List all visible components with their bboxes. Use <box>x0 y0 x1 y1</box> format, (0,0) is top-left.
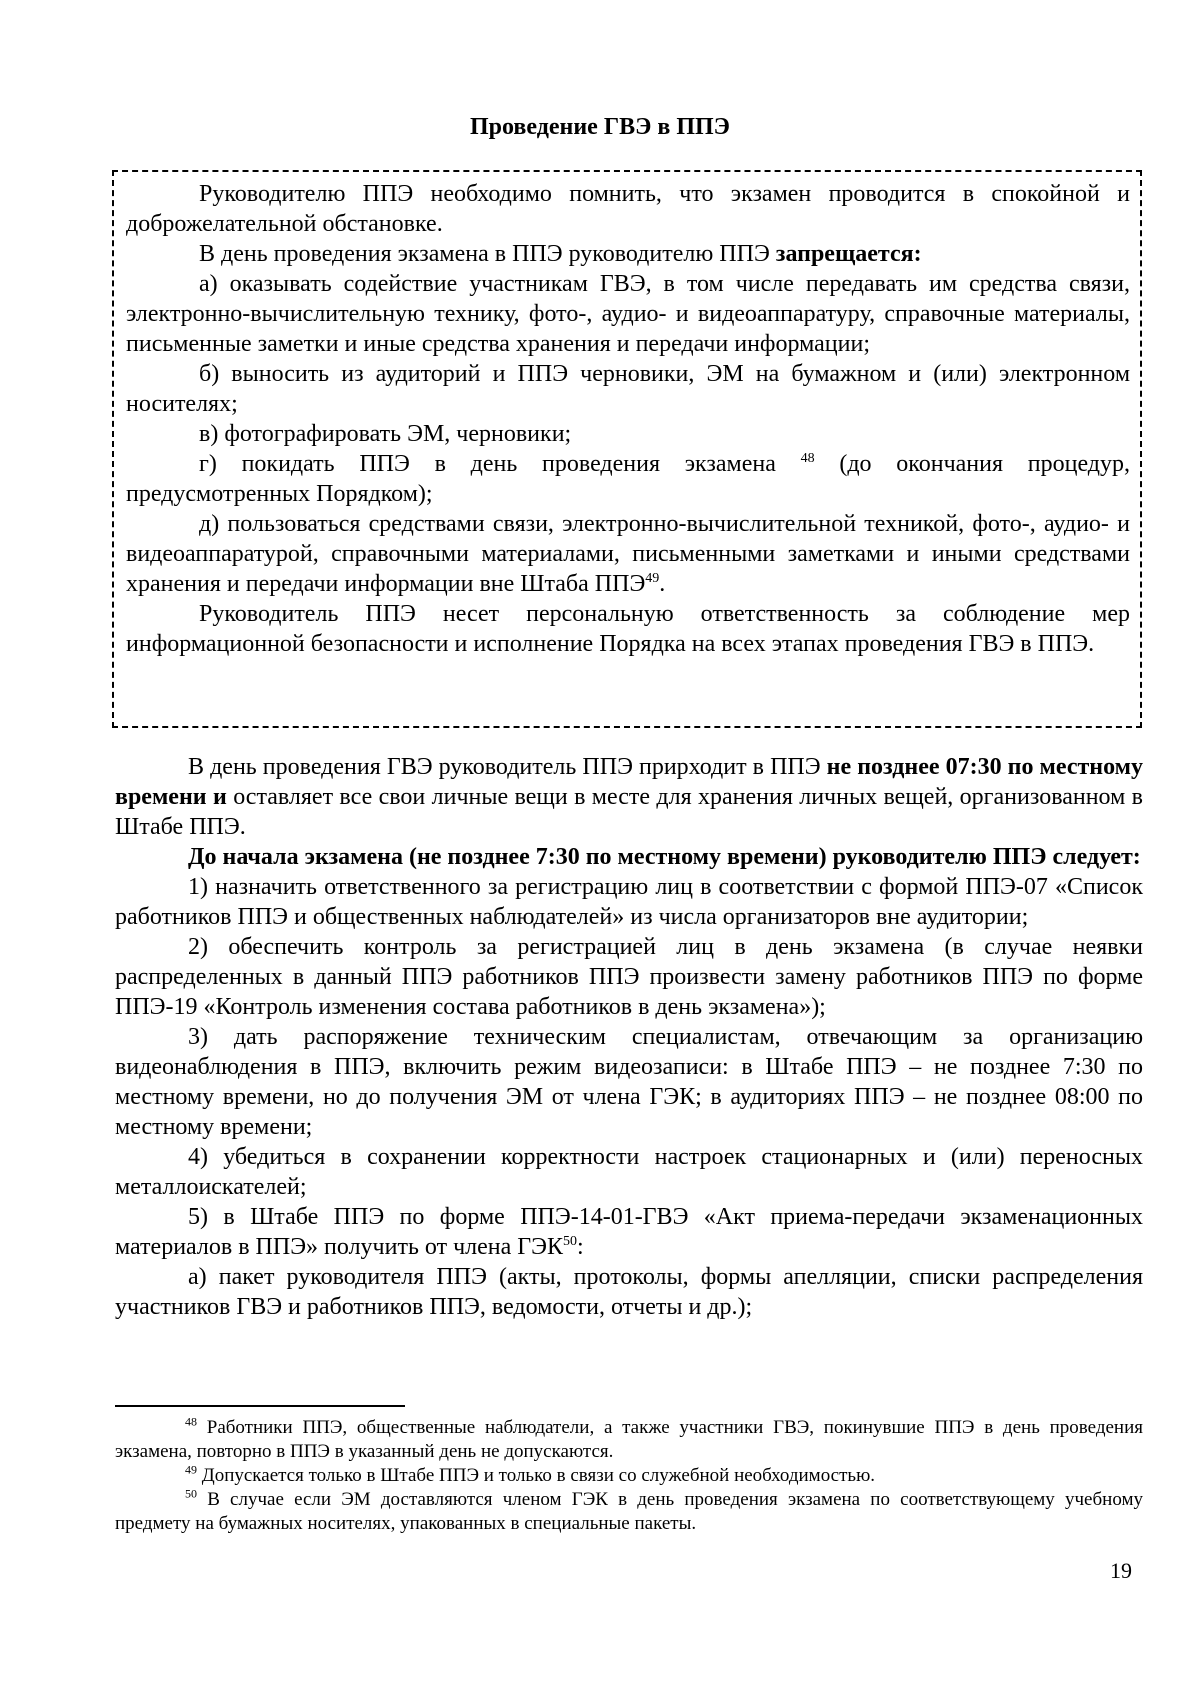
footnote-ref-48: 48 <box>800 451 815 466</box>
box-item-v: в) фотографировать ЭМ, черновики; <box>199 421 572 447</box>
box-prohibited-lead: В день проведения экзамена в ППЭ руководителю ППЭ <box>199 241 776 267</box>
list-item-5a: а) пакет руководителя ППЭ (акты, протоколы, формы апелляции, списки распределения участников ГВЭ и работников ППЭ, ведомости, отчеты и др.); <box>115 1264 1143 1320</box>
section-title: Проведение ГВЭ в ППЭ <box>470 114 730 140</box>
list-item-3: 3) дать распоряжение техническим специалистам, отвечающим за организацию видеонаблюдения в ППЭ, включить режим видеозаписи: в Штабе ППЭ – не позднее 7:30 по местному времени, но до получения ЭМ от члена ГЭК; в аудиториях ППЭ – не позднее 08:00 по местному времени; <box>115 1024 1143 1140</box>
box-item-d-text: д) пользоваться средствами связи, электронно-вычислительной техникой, фото-, аудио- и видеоаппаратурой, справочными материалами, письменными заметками и иными средствами хранения и передачи информации вне Штаба ППЭ <box>126 511 1130 597</box>
arrival-lead: В день проведения ГВЭ руководитель ППЭ прирходит в ППЭ <box>188 754 827 780</box>
box-item-g-tail: (до окончания процедур, предусмотренных Порядком); <box>126 451 1130 507</box>
box-item-b: б) выносить из аудиторий и ППЭ черновики, ЭМ на бумажном и (или) электронном носителях; <box>126 361 1130 417</box>
arrival-time-bold: не позднее 07:30 по местному времени и <box>115 754 1143 810</box>
footnote-ref-49: 49 <box>645 571 660 586</box>
main-text <box>115 752 1143 1322</box>
paragraph-before-exam <box>115 842 1143 872</box>
footnote-number: 49 <box>185 1462 197 1477</box>
footnote-48 <box>115 1416 1143 1464</box>
arrival-tail: оставляет все свои личные вещи в месте для хранения личных вещей, организованном в Штабе ППЭ. <box>115 784 1143 840</box>
footnote-49 <box>115 1464 1143 1488</box>
footnotes <box>115 1416 1143 1536</box>
box-item-d-tail: . <box>659 571 666 597</box>
list-item-5-text: 5) в Штабе ППЭ по форме ППЭ-14-01-ГВЭ «Акт приема-передачи экзаменационных материалов в ППЭ» получить от члена ГЭК <box>115 1204 1143 1260</box>
footnote-number: 50 <box>185 1486 197 1501</box>
footnote-separator <box>115 1405 405 1407</box>
box-item-g-text: г) покидать ППЭ в день проведения экзамена <box>199 451 801 477</box>
footnote-50 <box>115 1488 1143 1536</box>
box-paragraph-prohibited <box>126 239 1130 269</box>
warning-box-content <box>126 179 1130 659</box>
page-number: 19 <box>1110 1558 1132 1583</box>
list-item-5 <box>115 1202 1143 1262</box>
list-item-4: 4) убедиться в сохранении корректности настроек стационарных и (или) переносных металлоискателей; <box>115 1144 1143 1200</box>
footnote-number: 48 <box>185 1414 197 1429</box>
box-prohibited-bold: запрещается: <box>775 241 922 267</box>
footnote-text: Работники ППЭ, общественные наблюдатели, а также участники ГВЭ, покинувшие ППЭ в день проведения экзамена, повторно в ППЭ в указанный день не допускаются. <box>115 1417 1143 1462</box>
box-paragraph-calm: Руководителю ППЭ необходимо помнить, что экзамен проводится в спокойной и доброжелательной обстановке. <box>126 181 1130 237</box>
footnote-ref-50: 50 <box>563 1234 577 1249</box>
box-item-a: а) оказывать содействие участникам ГВЭ, в том числе передавать им средства связи, электронно-вычислительную технику, фото-, аудио- и видеоаппаратуру, справочные материалы, письменные заметки и иные средства хранения и передачи информации; <box>126 271 1130 357</box>
box-item-g <box>126 449 1130 509</box>
box-paragraph-responsibility: Руководитель ППЭ несет персональную ответственность за соблюдение мер информационной безопасности и исполнение Порядка на всех этапах проведения ГВЭ в ППЭ. <box>126 601 1130 657</box>
before-exam-bold: До начала экзамена (не позднее 7:30 по местному времени) руководителю ППЭ следует: <box>188 844 1141 870</box>
list-item-5-tail: : <box>577 1234 584 1260</box>
box-item-d <box>126 509 1130 599</box>
list-item-2: 2) обеспечить контроль за регистрацией лиц в день экзамена (в случае неявки распределенных в данный ППЭ работников ППЭ произвести замену работников ППЭ по форме ППЭ-19 «Контроль изменения состава работников в день экзамена»); <box>115 934 1143 1020</box>
footnote-text: В случае если ЭМ доставляются членом ГЭК в день проведения экзамена по соответствующему учебному предмету на бумажных носителях, упакованных в специальные пакеты. <box>115 1489 1143 1534</box>
paragraph-arrival <box>115 752 1143 842</box>
footnote-text: Допускается только в Штабе ППЭ и только в связи со служебной необходимостью. <box>197 1465 876 1486</box>
warning-box <box>112 170 1142 728</box>
list-item-1: 1) назначить ответственного за регистрацию лиц в соответствии с формой ППЭ-07 «Список работников ППЭ и общественных наблюдателей» из числа организаторов вне аудитории; <box>115 874 1143 930</box>
